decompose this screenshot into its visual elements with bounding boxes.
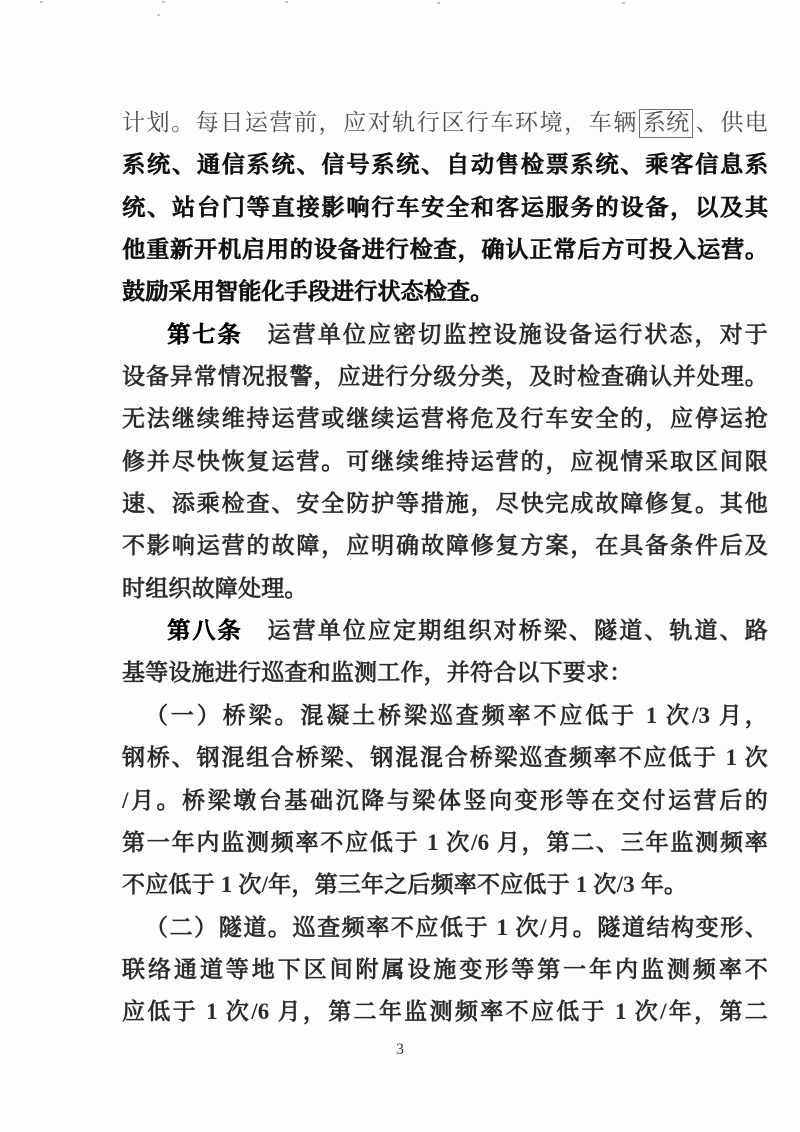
text-line	[122, 398, 768, 440]
text-line	[122, 568, 768, 610]
text-segment: 、供电	[694, 110, 768, 135]
text-segment: 无法继续维持运营或继续运营将危及行车安全的，应停运抢	[122, 406, 768, 432]
text-line	[122, 652, 768, 694]
text-segment: 修并尽快恢复运营。可继续维持运营的，应视情采取区间限	[122, 448, 768, 474]
scan-speck	[157, 14, 160, 16]
text-line	[122, 780, 768, 822]
text-line	[122, 949, 768, 991]
boxed-term: 系统	[639, 109, 693, 138]
text-segment: 不应低于 1 次/年，第三年之后频率不应低于 1 次/3 年。	[122, 872, 688, 898]
text-segment: 速、添乘检查、安全防护等措施，尽快完成故障修复。其他	[122, 491, 768, 517]
text-line	[122, 271, 768, 313]
text-segment: 他重新开机启用的设备进行检查，确认正常后方可投入运营。	[122, 237, 768, 263]
text-line	[122, 441, 768, 483]
text-line	[122, 991, 768, 1033]
text-line	[122, 187, 768, 229]
page-number: 3	[396, 1041, 404, 1058]
text-segment: 钢桥、钢混组合桥梁、钢混混合桥梁巡查频率不应低于 1 次	[122, 745, 768, 771]
text-line	[122, 483, 768, 525]
text-line	[122, 102, 768, 144]
text-segment: 运营单位应密切监控设施设备运行状态，对于	[242, 321, 768, 347]
text-line	[122, 864, 768, 906]
text-segment: 基等设施进行巡查和监测工作，并符合以下要求：	[122, 660, 633, 686]
text-segment: 鼓励采用智能化手段进行状态检查。	[122, 279, 494, 305]
text-segment: 应低于 1 次/6 月，第二年监测频率不应低于 1 次/年，第二	[122, 999, 768, 1025]
text-segment: （一）桥梁。混凝土桥梁巡查频率不应低于 1 次/3 月，	[145, 702, 768, 728]
text-segment: 统、站台门等直接影响行车安全和客运服务的设备，以及其	[122, 194, 768, 220]
scan-speck	[437, 2, 440, 4]
text-line	[122, 314, 768, 356]
text-line	[122, 525, 768, 567]
text-line	[122, 695, 768, 737]
scan-speck	[285, 1, 288, 3]
scan-speck	[40, 1, 43, 3]
text-segment: 设备异常情况报警，应进行分级分类，及时检查确认并处理。	[122, 364, 768, 390]
text-segment: （二）隧道。巡查频率不应低于 1 次/月。隧道结构变形、	[145, 914, 768, 940]
text-line	[122, 610, 768, 652]
text-segment: 系统、通信系统、信号系统、自动售检票系统、乘客信息系	[122, 152, 768, 178]
text-segment: 不影响运营的故障，应明确故障修复方案，在具备条件后及	[122, 533, 768, 559]
scan-speck	[622, 2, 625, 4]
text-segment: 联络通道等地下区间附属设施变形等第一年内监测频率不	[122, 956, 768, 982]
text-segment: 时组织故障处理。	[122, 575, 308, 601]
document-body	[122, 102, 768, 1034]
article-number: 第八条	[167, 618, 243, 644]
text-line	[122, 907, 768, 949]
text-line	[122, 144, 768, 186]
text-line	[122, 822, 768, 864]
text-segment: 运营单位应定期组织对桥梁、隧道、轨道、路	[242, 618, 768, 644]
text-line	[122, 356, 768, 398]
scan-speck	[162, 1, 165, 3]
text-line	[122, 737, 768, 779]
article-number: 第七条	[167, 321, 243, 347]
text-line	[122, 229, 768, 271]
text-segment: 第一年内监测频率不应低于 1 次/6 月，第二、三年监测频率	[122, 829, 768, 855]
text-segment: /月。桥梁墩台基础沉降与梁体竖向变形等在交付运营后的	[122, 787, 768, 813]
text-segment: 计划。每日运营前，应对轨行区行车环境，车辆	[122, 110, 638, 135]
